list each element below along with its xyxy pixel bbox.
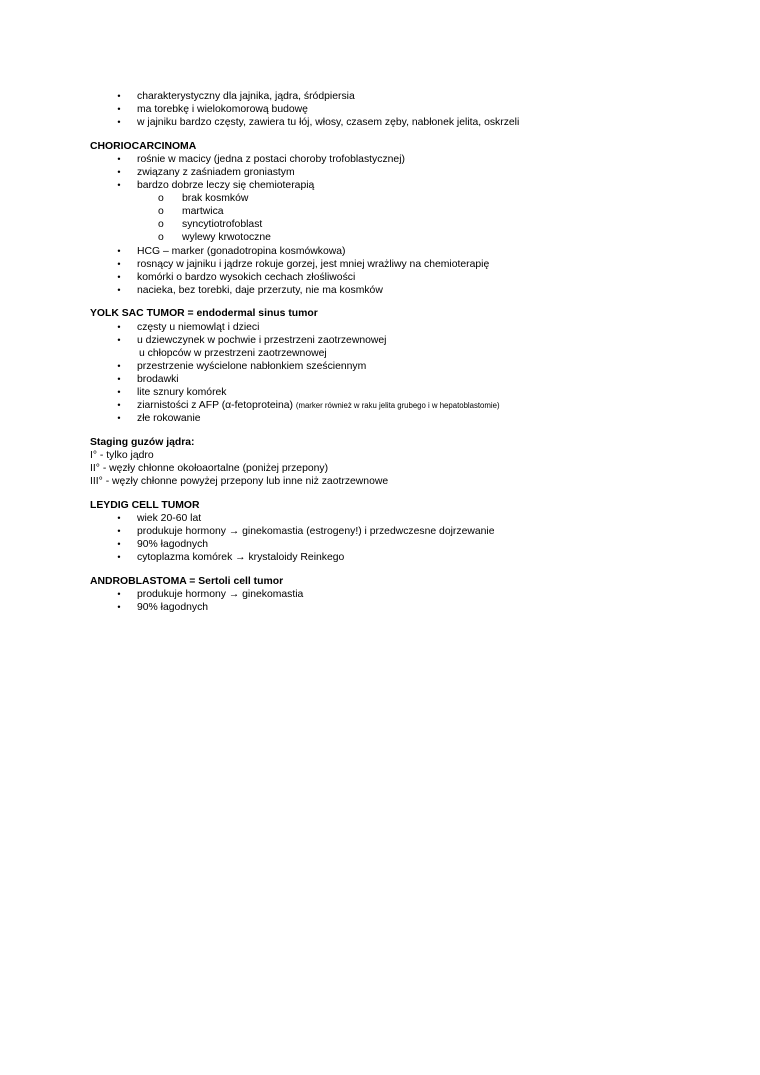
list-item-text: ziarnistości z AFP (α-fetoproteina) (marker również w raku jelita grubego i w hepatoblastomie): [137, 400, 500, 412]
section-heading-staging: Staging guzów jądra:: [90, 436, 195, 448]
bullet: •: [117, 512, 121, 523]
list-item-text: 90% łagodnych: [137, 538, 209, 550]
sub-list-item: [90, 192, 710, 205]
bullet: •: [117, 258, 121, 269]
bullet: •: [117, 166, 121, 177]
staging-line: I° - tylko jądro: [90, 449, 154, 461]
bullet: •: [117, 91, 121, 101]
list-item: [90, 512, 710, 525]
list-item: [90, 271, 710, 284]
sub-list-item-text: wylewy krwotoczne: [182, 232, 271, 244]
sub-bullet: o: [158, 232, 164, 244]
list-item-text: produkuje hormony → ginekomastia: [137, 588, 304, 600]
list-item-text: przestrzenie wyścielone nabłonkiem sześciennym: [137, 360, 367, 372]
sub-list-item-text: syncytiotrofoblast: [182, 219, 263, 231]
list-item: [90, 386, 710, 399]
list-item-text: w jajniku bardzo częsty, zawiera tu łój, włosy, czasem zęby, nabłonek jelita, oskrzeli: [137, 117, 520, 129]
list-item: [90, 284, 710, 297]
bullet: •: [117, 321, 121, 332]
list-item-text: nacieka, bez torebki, daje przerzuty, nie ma kosmków: [137, 284, 383, 296]
list-item-text: związany z zaśniadem groniastym: [137, 166, 295, 178]
bullet: •: [117, 104, 121, 115]
list-item: [90, 399, 710, 412]
list-item: [90, 321, 710, 334]
list-item: [90, 179, 710, 192]
sub-list-item: [90, 218, 710, 231]
list-item: [90, 258, 710, 271]
staging-line: III° - węzły chłonne powyżej przepony lub inne niż zaotrzewnowe: [90, 476, 389, 488]
bullet: •: [117, 373, 121, 384]
list-item-text: u dziewczynek w pochwie i przestrzeni zaotrzewnowej: [137, 334, 387, 346]
list-item: [90, 551, 710, 564]
list-item-text: cytoplazma komórek → krystaloidy Reinkego: [137, 552, 345, 563]
list-item: [90, 538, 710, 551]
bullet: •: [117, 386, 121, 397]
list-item: [90, 588, 710, 601]
list-item-text: lite sznury komórek: [137, 386, 227, 398]
list-item-text: 90% łagodnych: [137, 601, 209, 613]
bullet: •: [117, 400, 121, 411]
bullet: •: [117, 538, 121, 549]
sub-list-item-text: martwica: [182, 206, 224, 218]
list-item-text: częsty u niemowląt i dzieci: [137, 321, 260, 333]
bullet: •: [117, 153, 121, 164]
bullet: •: [117, 180, 121, 191]
list-item: [90, 166, 710, 179]
list-item-text: charakterystyczny dla jajnika, jądra, śródpiersia: [137, 91, 355, 102]
section-heading-leydig-cell-tumor: LEYDIG CELL TUMOR: [90, 499, 200, 511]
sub-bullet: o: [158, 219, 164, 231]
sub-bullet: o: [158, 206, 164, 218]
staging-line: II° - węzły chłonne okołoaortalne (poniżej przepony): [90, 462, 329, 474]
section-heading-yolk-sac-tumor: YOLK SAC TUMOR = endodermal sinus tumor: [90, 308, 318, 320]
list-item: [90, 334, 710, 347]
list-item: [90, 412, 710, 425]
bullet: •: [117, 271, 121, 282]
list-item: [90, 103, 710, 116]
list-item-text: HCG – marker (gonadotropina kosmówkowa): [137, 245, 346, 257]
sub-bullet: o: [158, 193, 164, 205]
list-item-text: bardzo dobrze leczy się chemioterapią: [137, 180, 315, 192]
list-item-text: komórki o bardzo wysokich cechach złośliwości: [137, 271, 356, 283]
list-item: [90, 90, 710, 103]
bullet: •: [117, 525, 121, 536]
bullet: •: [117, 284, 121, 295]
section-heading-choriocarcinoma: CHORIOCARCINOMA: [90, 140, 197, 152]
bullet: •: [117, 360, 121, 371]
list-item: [90, 373, 710, 386]
list-item-text: rośnie w macicy (jedna z postaci choroby trofoblastycznej): [137, 153, 405, 165]
list-item: [90, 601, 710, 614]
list-item-text: rosnący w jajniku i jądrze rokuje gorzej, jest mniej wrażliwy na chemioterapię: [137, 258, 490, 270]
bullet: •: [117, 334, 121, 345]
list-item: [90, 245, 710, 258]
sub-list-item: [90, 231, 710, 244]
bullet: •: [117, 413, 121, 424]
list-item: [90, 116, 710, 129]
small-note: (marker również w raku jelita grubego i w hepatoblastomie): [295, 401, 500, 411]
bullet: •: [117, 117, 121, 128]
bullet: •: [117, 588, 121, 599]
list-item: [90, 360, 710, 373]
list-item-text: produkuje hormony → ginekomastia (estrogeny!) i przedwczesne dojrzewanie: [137, 525, 495, 537]
list-item-text: brodawki: [137, 373, 179, 385]
bullet: •: [117, 552, 121, 562]
list-item: [90, 525, 710, 538]
bullet: •: [117, 601, 121, 612]
list-item-continuation: u chłopców w przestrzeni zaotrzewnowej: [139, 347, 327, 359]
list-item-text: złe rokowanie: [137, 413, 201, 425]
bullet: •: [117, 245, 121, 256]
section-heading-androblastoma: ANDROBLASTOMA = Sertoli cell tumor: [90, 575, 284, 587]
list-item-text: ma torebkę i wielokomorową budowę: [137, 104, 308, 116]
list-item-text: wiek 20-60 lat: [137, 512, 202, 524]
document-page: [90, 90, 710, 614]
sub-list-item-text: brak kosmków: [182, 193, 249, 205]
sub-list-item: [90, 205, 710, 218]
list-item: [90, 153, 710, 166]
